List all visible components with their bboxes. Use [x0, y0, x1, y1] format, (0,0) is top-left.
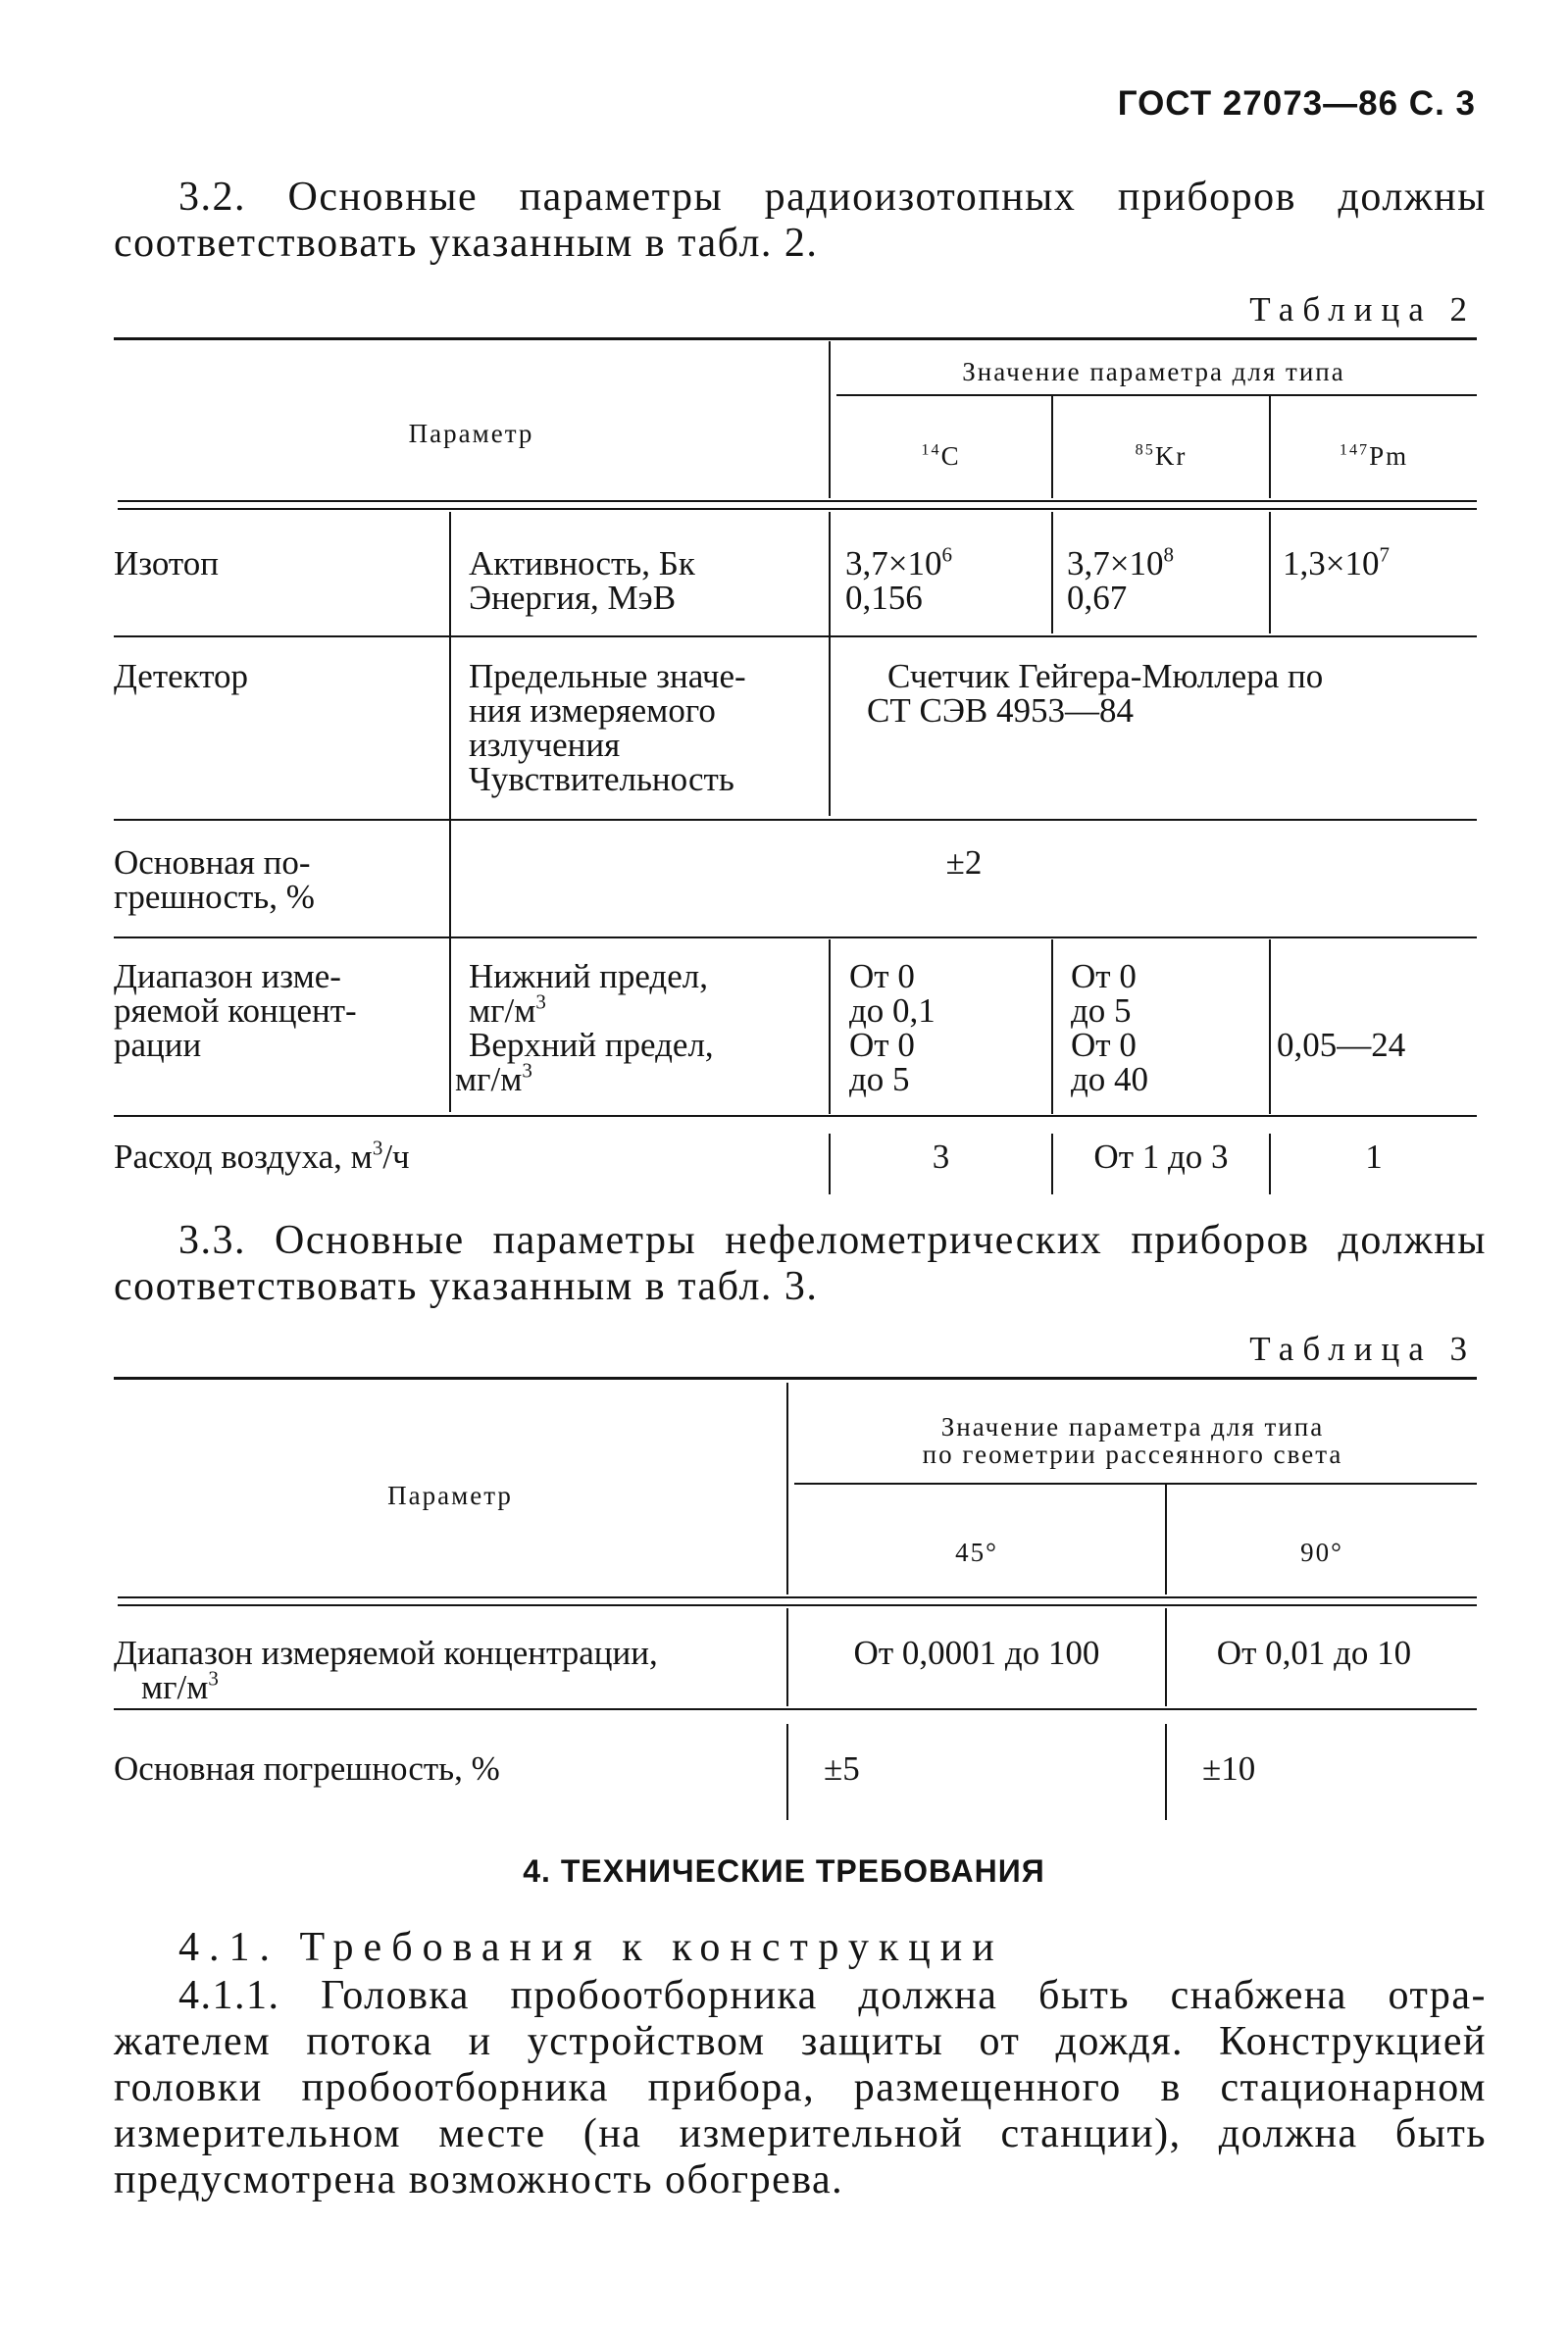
table2-flow-name: Расход воздуха, $м^3/ч$: [114, 1136, 410, 1176]
table2-detector-name: Детектор: [114, 657, 249, 695]
table2-header-kr85: $^{85}$Kr: [1135, 440, 1188, 471]
table3-head-rule-2: [118, 1604, 1477, 1606]
section-4-1-1-line2: жателем потока и устройством защиты от дождя. Конструкцией: [114, 2019, 1487, 2064]
table2-flow-kr85: От 1 до 3: [1093, 1138, 1229, 1176]
table2-isotope-kr85-energy: 0,67: [1067, 579, 1128, 617]
table2-error-name-1: Основная по-: [114, 843, 311, 882]
table3-caption: Таблица 3: [1249, 1330, 1476, 1368]
paragraph-3-3-line2: соответствовать указанным в табл. 3.: [114, 1264, 819, 1309]
table3-error-90: ±10: [1202, 1749, 1256, 1788]
table2-range-upper: Верхний предел,: [469, 1026, 714, 1064]
table3-vrule-r2-b: [1165, 1724, 1167, 1820]
table2-range-kr85-3: От 0: [1071, 1026, 1137, 1064]
table3-header-45: 45°: [955, 1538, 998, 1567]
table2-flow-c14: 3: [932, 1138, 950, 1176]
table2-caption: Таблица 2: [1249, 290, 1476, 329]
table2-isotope-c14-energy: 0,156: [845, 579, 923, 617]
table2-range-name-2: ряемой концент-: [114, 991, 357, 1030]
table2-detector-param-2: ния измеряемого: [469, 691, 716, 730]
table2-error-value: ±2: [945, 843, 983, 882]
table2-header-param: Параметр: [408, 419, 534, 448]
section-4-1-1-line3: головки пробоотборника прибора, размещенного в стационарном: [114, 2065, 1487, 2110]
table2-detector-param-1: Предельные значе-: [469, 657, 746, 695]
section-4-title: 4. ТЕХНИЧЕСКИЕ ТРЕБОВАНИЯ: [523, 1853, 1045, 1889]
table2-isotope-kr85-activity: $3,7\times 10^8$: [1067, 542, 1174, 582]
table2-header-group: Значение параметра для типа: [962, 357, 1345, 386]
table2-range-lower: Нижний предел,: [469, 957, 708, 995]
table2-range-c14-3: От 0: [849, 1026, 915, 1064]
table2-range-c14-2: до 0,1: [849, 991, 936, 1030]
table3-row-rule: [114, 1708, 1477, 1710]
table3-error-name: Основная погрешность, %: [114, 1749, 500, 1788]
table3-header-group-2: по геометрии рассеянного света: [922, 1440, 1343, 1469]
table2-error-name-2: грешность, %: [114, 878, 315, 916]
section-4-1-1-line5: предусмотрена возможность обогрева.: [114, 2157, 844, 2202]
table2-header-c14: $^{14}$C: [921, 440, 961, 471]
table3-header-90: 90°: [1300, 1538, 1343, 1567]
section-4-1-title: 4.1. Требования к конструкции: [178, 1925, 1004, 1970]
table2-detector-value-1: Счетчик Гейгера-Мюллера по: [887, 657, 1324, 695]
table2-range-kr85-2: до 5: [1071, 991, 1132, 1030]
table2-range-kr85-4: до 40: [1071, 1060, 1149, 1098]
section-4-1-1-text: [114, 1973, 1487, 2203]
paragraph-3-2-line1: 3.2. Основные параметры радиоизотопных приборов должны: [178, 175, 1487, 220]
paragraph-3-3-line1: 3.3. Основные параметры нефелометрических приборов должны: [178, 1218, 1487, 1263]
table3-error-45: ±5: [824, 1749, 860, 1788]
table2-detector-param-3: излучения: [469, 726, 621, 764]
table2-detector-value-2: СТ СЭВ 4953—84: [867, 691, 1135, 730]
table2-isotope-param-energy: Энергия, МэВ: [469, 579, 677, 617]
table2-isotope-name: Изотоп: [114, 544, 219, 582]
table2-detector-param-4: Чувствительность: [469, 760, 734, 798]
table3-range-45: От 0,0001 до 100: [853, 1634, 1100, 1672]
section-4-1-1-line4: измерительном месте (на измерительной станции), должна быть: [114, 2111, 1487, 2156]
table2-range-lower-unit: $мг/м^3$: [469, 989, 546, 1030]
paragraph-3-2-line2: соответствовать указанным в табл. 2.: [114, 221, 819, 266]
table3-group-rule: [794, 1483, 1477, 1485]
table2-range-c14-1: От 0: [849, 957, 915, 995]
table2-isotope-pm147-activity: $1,3\times 10^7$: [1283, 542, 1390, 582]
table3-range-name: Диапазон измеряемой концентрации,: [114, 1634, 658, 1672]
table2-range-upper-unit: $мг/м^3$: [455, 1058, 532, 1098]
table2-range-pm147: 0,05—24: [1277, 1026, 1406, 1064]
table3-header-group-1: Значение параметра для типа: [940, 1412, 1325, 1442]
page-header: ГОСТ 27073—86 С. 3: [1117, 84, 1476, 123]
table2-range-name-3: рации: [114, 1026, 202, 1064]
table3-header-param: Параметр: [387, 1481, 513, 1510]
table3-head-rule-1: [118, 1596, 1477, 1598]
table3-range-unit: $мг/м^3$: [141, 1666, 219, 1706]
section-4-1-1-line1: 4.1.1. Головка пробоотборника должна быть снабжена отра-: [178, 1973, 1487, 2018]
table3-top-rule: [114, 1377, 1477, 1380]
table2-header-pm147: $^{147}$Pm: [1339, 440, 1409, 471]
table3-range-90: От 0,01 до 10: [1216, 1634, 1412, 1672]
table3-vrule-r2-a: [786, 1724, 788, 1820]
table2-flow-pm147: 1: [1365, 1138, 1383, 1176]
table2-range-c14-4: до 5: [849, 1060, 910, 1098]
table2-range-kr85-1: От 0: [1071, 957, 1137, 995]
table2-range-name-1: Диапазон изме-: [114, 957, 341, 995]
table2-isotope-param-activity: Активность, Бк: [469, 544, 695, 582]
table2-isotope-c14-activity: $3,7\times 10^6$: [845, 542, 952, 582]
